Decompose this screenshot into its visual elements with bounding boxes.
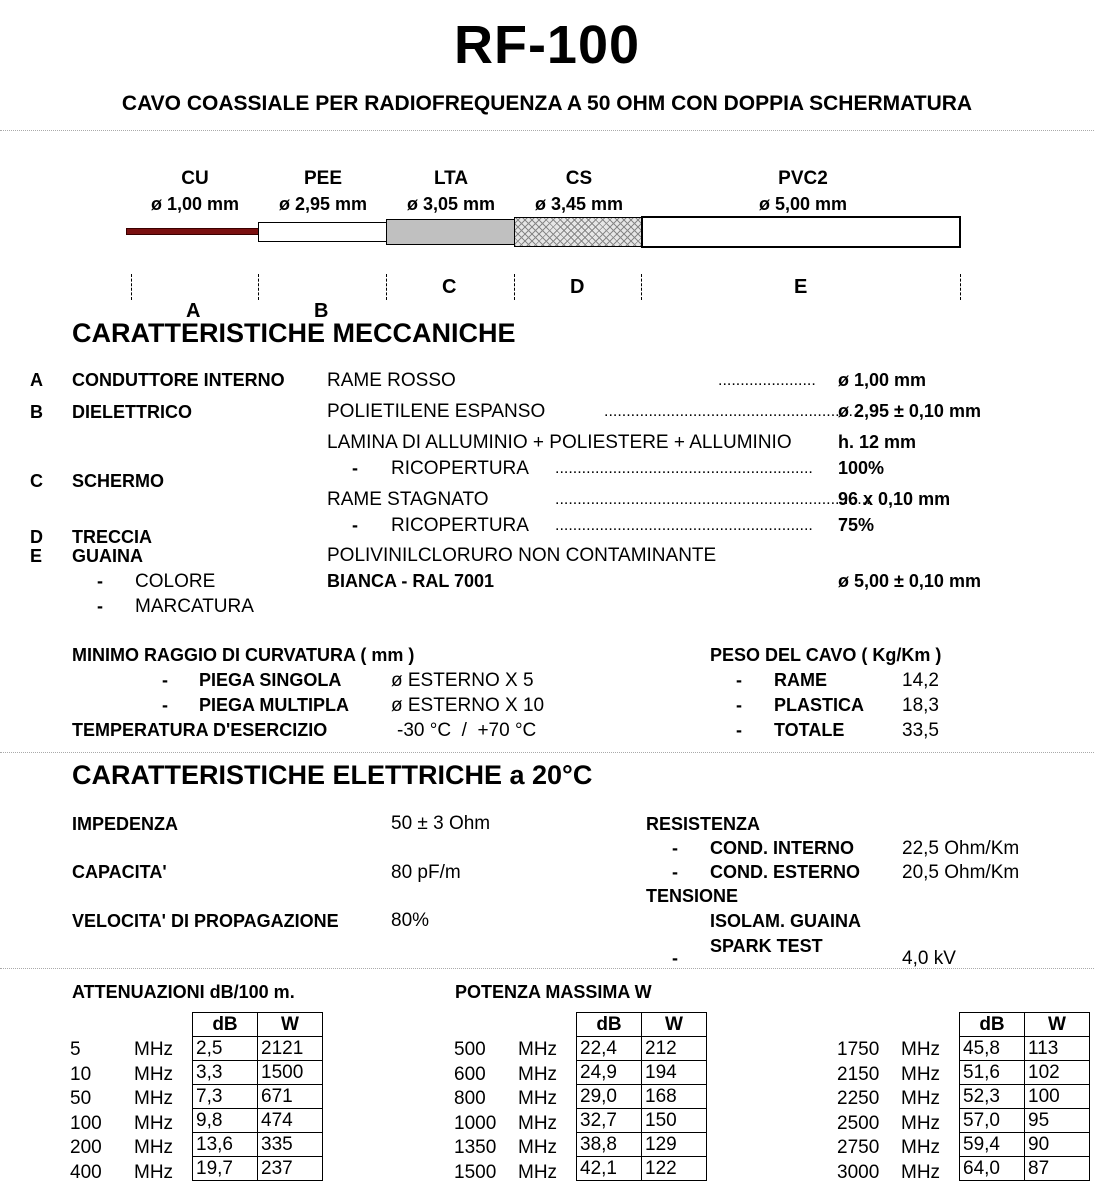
attenuation-db-cell: 24,9	[577, 1061, 642, 1085]
max-power-w-cell: 113	[1025, 1037, 1090, 1061]
dash: -	[736, 695, 742, 715]
inner-resistance-value: 22,5 Ohm/Km	[902, 838, 1020, 859]
frequency-value: 800	[454, 1088, 486, 1110]
weight-copper-label: RAME	[774, 670, 827, 690]
max-power-heading: POTENZA MASSIMA W	[455, 982, 652, 1002]
frequency-value: 600	[454, 1063, 486, 1085]
jacket-color-value: BIANCA - RAL 7001	[327, 571, 495, 591]
elec-heading: CARATTERISTICHE ELETTRICHE a 20°C	[72, 760, 593, 790]
tick-mark	[514, 274, 515, 300]
max-power-w-cell: 671	[258, 1085, 323, 1109]
divider	[0, 752, 1094, 753]
table-row	[960, 1037, 1090, 1061]
dash: -	[672, 862, 678, 882]
dash: -	[97, 571, 103, 591]
jacket-color-label: COLORE	[135, 571, 216, 592]
row-letter-d: D	[30, 527, 43, 547]
dash: -	[352, 458, 358, 478]
tick-mark	[960, 274, 961, 300]
attenuation-db-cell: 42,1	[577, 1157, 642, 1181]
braid-coverage-label: RICOPERTURA	[391, 515, 529, 536]
dielectric-value: ø 2,95 ± 0,10 mm	[838, 401, 981, 421]
row-letter-b: B	[30, 402, 43, 422]
frequency-unit: MHz	[518, 1112, 558, 1134]
max-power-w-cell: 95	[1025, 1109, 1090, 1133]
braid-label: TRECCIA	[72, 527, 152, 547]
frequency-value: 10	[70, 1063, 92, 1085]
frequency-unit: MHz	[134, 1039, 174, 1060]
dash: -	[162, 695, 168, 715]
layer-diameter-pvc2: ø 5,00 mm	[758, 194, 848, 214]
spark-test-label: SPARK TEST	[710, 936, 823, 956]
velocity-value: 80%	[391, 910, 430, 931]
frequency-value: 100	[70, 1112, 102, 1134]
capacitance-value: 80 pF/m	[391, 862, 461, 883]
layer-diameter-lta: ø 3,05 mm	[406, 194, 496, 214]
attenuation-db-cell: 32,7	[577, 1109, 642, 1133]
capacitance-label: CAPACITA'	[72, 862, 167, 882]
table-row	[577, 1157, 707, 1181]
outer-resistance-label: COND. ESTERNO	[710, 862, 861, 882]
jacket-insulation-label: ISOLAM. GUAINA	[710, 911, 861, 931]
attenuation-db-cell: 7,3	[193, 1085, 258, 1109]
frequency-unit: MHz	[518, 1039, 558, 1060]
weight-copper-value: 14,2	[902, 670, 939, 691]
frequency-unit: MHz	[518, 1162, 558, 1183]
attenuation-db-cell: 52,3	[960, 1085, 1025, 1109]
frequency-value: 1750	[837, 1039, 880, 1060]
table-row	[193, 1061, 323, 1085]
impedance-value: 50 ± 3 Ohm	[391, 813, 491, 834]
impedance-label: IMPEDENZA	[72, 814, 179, 834]
attenuation-db-cell: 64,0	[960, 1157, 1025, 1181]
weight-total-value: 33,5	[902, 720, 939, 741]
dielectric-material: POLIETILENE ESPANSO	[327, 401, 546, 422]
shield-height: h. 12 mm	[838, 432, 917, 452]
frequency-value: 1000	[454, 1112, 497, 1134]
mech-heading: CARATTERISTICHE MECCANICHE	[72, 318, 516, 348]
frequency-value: 5	[70, 1039, 81, 1060]
max-power-w-cell: 100	[1025, 1085, 1090, 1109]
layer-diameter-cs: ø 3,45 mm	[534, 194, 624, 214]
velocity-label: VELOCITA' DI PROPAGAZIONE	[72, 911, 339, 931]
frequency-value: 400	[70, 1162, 102, 1183]
dash: -	[736, 670, 742, 690]
max-power-w-cell: 87	[1025, 1157, 1090, 1181]
tick-mark	[641, 274, 642, 300]
header-db: dB	[193, 1013, 258, 1037]
jacket-diameter-value: ø 5,00 ± 0,10 mm	[838, 571, 981, 591]
table-row	[193, 1157, 323, 1181]
frequency-unit: MHz	[518, 1137, 558, 1159]
segment-label-d: D	[570, 276, 585, 298]
inner-resistance-label: COND. INTERNO	[710, 838, 854, 858]
attenuation-table	[192, 1012, 323, 1181]
frequency-unit: MHz	[518, 1088, 558, 1110]
header-w: W	[642, 1013, 707, 1037]
header-db: dB	[960, 1013, 1025, 1037]
page-subtitle: CAVO COASSIALE PER RADIOFREQUENZA A 50 OHM CON DOPPIA SCHERMATURA	[121, 92, 973, 115]
tick-mark	[131, 274, 132, 300]
table-row	[960, 1109, 1090, 1133]
attenuation-db-cell: 3,3	[193, 1061, 258, 1085]
divider	[0, 968, 1094, 969]
frequency-unit: MHz	[901, 1088, 941, 1110]
attenuation-heading: ATTENUAZIONI dB/100 m.	[72, 982, 295, 1002]
table-row	[193, 1109, 323, 1133]
header-db: dB	[577, 1013, 642, 1037]
attenuation-db-cell: 19,7	[193, 1157, 258, 1181]
segment-label-c: C	[442, 276, 457, 298]
max-power-w-cell: 237	[258, 1157, 323, 1181]
row-letter-a: A	[30, 370, 43, 390]
divider	[0, 130, 1094, 131]
attenuation-table	[959, 1012, 1090, 1181]
layer-diameter-cu: ø 1,00 mm	[150, 194, 240, 214]
frequency-unit: MHz	[901, 1137, 941, 1159]
leader-dots: ..........................................................	[555, 517, 813, 534]
table-row	[960, 1061, 1090, 1085]
shield-coverage-value: 100%	[838, 458, 885, 478]
braid-value: 96 x 0,10 mm	[838, 489, 951, 509]
dash: -	[97, 596, 103, 616]
frequency-value: 1500	[454, 1162, 497, 1183]
attenuation-db-cell: 38,8	[577, 1133, 642, 1157]
table-row	[577, 1085, 707, 1109]
shield-material: LAMINA DI ALLUMINIO + POLIESTERE + ALLUMINIO	[327, 432, 792, 453]
temperature-value: -30 °C / +70 °C	[397, 720, 537, 741]
leader-dots: ..........................................................	[555, 460, 813, 477]
segment-label-b: B	[314, 300, 329, 322]
frequency-unit: MHz	[901, 1039, 941, 1060]
frequency-value: 500	[454, 1039, 486, 1060]
attenuation-db-cell: 59,4	[960, 1133, 1025, 1157]
temperature-label: TEMPERATURA D'ESERCIZIO	[72, 720, 328, 740]
max-power-w-cell: 150	[642, 1109, 707, 1133]
shield-label: SCHERMO	[72, 471, 165, 491]
voltage-label: TENSIONE	[646, 886, 739, 906]
frequency-value: 2250	[837, 1088, 880, 1110]
frequency-value: 3000	[837, 1162, 880, 1183]
leader-dots: .......................................................................	[555, 491, 871, 508]
jacket-material: POLIVINILCLORURO NON CONTAMINANTE	[327, 545, 717, 566]
frequency-unit: MHz	[134, 1063, 174, 1085]
table-row	[960, 1085, 1090, 1109]
max-power-w-cell: 474	[258, 1109, 323, 1133]
max-power-w-cell: 194	[642, 1061, 707, 1085]
table-row	[577, 1133, 707, 1157]
leader-dots: .........................................................	[604, 403, 858, 420]
jacket-marking-label: MARCATURA	[135, 596, 254, 617]
frequency-value: 50	[70, 1088, 92, 1110]
tick-mark	[258, 274, 259, 300]
layer-name-pee: PEE	[303, 168, 343, 189]
dash: -	[352, 515, 358, 535]
weight-plastic-value: 18,3	[902, 695, 939, 716]
frequency-unit: MHz	[901, 1063, 941, 1085]
table-row	[193, 1133, 323, 1157]
table-row	[577, 1061, 707, 1085]
layer-name-cu: CU	[181, 168, 209, 189]
leader-dots: ......................	[718, 372, 816, 389]
frequency-unit: MHz	[134, 1088, 174, 1110]
dash: -	[162, 670, 168, 690]
frequency-value: 2750	[837, 1137, 880, 1159]
table-row	[193, 1037, 323, 1061]
frequency-unit: MHz	[901, 1112, 941, 1134]
inner-conductor-label: CONDUTTORE INTERNO	[72, 370, 285, 390]
jacket-segment	[641, 216, 961, 248]
segment-label-a: A	[186, 300, 201, 322]
conductor-segment	[126, 228, 260, 235]
frequency-unit: MHz	[134, 1112, 174, 1134]
max-power-w-cell: 335	[258, 1133, 323, 1157]
frequency-value: 2500	[837, 1112, 880, 1134]
single-bend-label: PIEGA SINGOLA	[199, 670, 342, 690]
max-power-w-cell: 129	[642, 1133, 707, 1157]
multiple-bend-label: PIEGA MULTIPLA	[199, 695, 349, 715]
max-power-w-cell: 122	[642, 1157, 707, 1181]
inner-conductor-value: ø 1,00 mm	[838, 370, 927, 390]
frequency-unit: MHz	[134, 1162, 174, 1183]
table-row	[577, 1109, 707, 1133]
max-power-w-cell: 90	[1025, 1133, 1090, 1157]
dielectric-label: DIELETTRICO	[72, 402, 192, 422]
tick-mark	[386, 274, 387, 300]
braid-material: RAME STAGNATO	[327, 489, 489, 510]
inner-conductor-material: RAME ROSSO	[327, 370, 456, 391]
frequency-unit: MHz	[134, 1137, 174, 1159]
segment-label-e: E	[794, 276, 808, 298]
table-row	[577, 1037, 707, 1061]
row-letter-c: C	[30, 471, 43, 491]
page-title: RF-100	[453, 15, 641, 75]
outer-resistance-value: 20,5 Ohm/Km	[902, 862, 1020, 883]
layer-name-pvc2: PVC2	[778, 168, 828, 189]
layer-name-cs: CS	[565, 168, 593, 189]
attenuation-table	[576, 1012, 707, 1181]
attenuation-db-cell: 57,0	[960, 1109, 1025, 1133]
attenuation-db-cell: 29,0	[577, 1085, 642, 1109]
attenuation-db-cell: 9,8	[193, 1109, 258, 1133]
frequency-value: 1350	[454, 1137, 497, 1159]
layer-diameter-pee: ø 2,95 mm	[278, 194, 368, 214]
max-power-w-cell: 168	[642, 1085, 707, 1109]
frequency-unit: MHz	[901, 1162, 941, 1183]
jacket-label: GUAINA	[72, 546, 143, 566]
dash: -	[672, 838, 678, 858]
table-row	[960, 1157, 1090, 1181]
resistance-label: RESISTENZA	[646, 814, 761, 834]
bend-radius-heading: MINIMO RAGGIO DI CURVATURA ( mm )	[72, 645, 415, 665]
header-w: W	[1025, 1013, 1090, 1037]
multiple-bend-value: ø ESTERNO X 10	[391, 695, 545, 716]
shield-coverage-label: RICOPERTURA	[391, 458, 529, 479]
header-w: W	[258, 1013, 323, 1037]
attenuation-db-cell: 51,6	[960, 1061, 1025, 1085]
table-row	[960, 1133, 1090, 1157]
max-power-w-cell: 212	[642, 1037, 707, 1061]
spark-test-value: 4,0 kV	[902, 948, 956, 969]
weight-heading: PESO DEL CAVO ( Kg/Km )	[710, 645, 942, 665]
single-bend-value: ø ESTERNO X 5	[391, 670, 534, 691]
lamina-segment	[386, 219, 516, 245]
dielectric-segment	[258, 222, 388, 242]
max-power-w-cell: 1500	[258, 1061, 323, 1085]
dash: -	[736, 720, 742, 740]
attenuation-db-cell: 45,8	[960, 1037, 1025, 1061]
braid-segment	[514, 217, 642, 247]
attenuation-db-cell: 2,5	[193, 1037, 258, 1061]
attenuation-db-cell: 13,6	[193, 1133, 258, 1157]
row-letter-e: E	[30, 546, 43, 566]
frequency-value: 200	[70, 1137, 102, 1159]
max-power-w-cell: 2121	[258, 1037, 323, 1061]
table-row	[193, 1085, 323, 1109]
dash: -	[672, 948, 678, 968]
max-power-w-cell: 102	[1025, 1061, 1090, 1085]
frequency-value: 2150	[837, 1063, 880, 1085]
braid-coverage-value: 75%	[838, 515, 875, 535]
layer-name-lta: LTA	[433, 168, 469, 189]
frequency-unit: MHz	[518, 1063, 558, 1085]
attenuation-db-cell: 22,4	[577, 1037, 642, 1061]
weight-plastic-label: PLASTICA	[774, 695, 864, 715]
weight-total-label: TOTALE	[774, 720, 845, 740]
